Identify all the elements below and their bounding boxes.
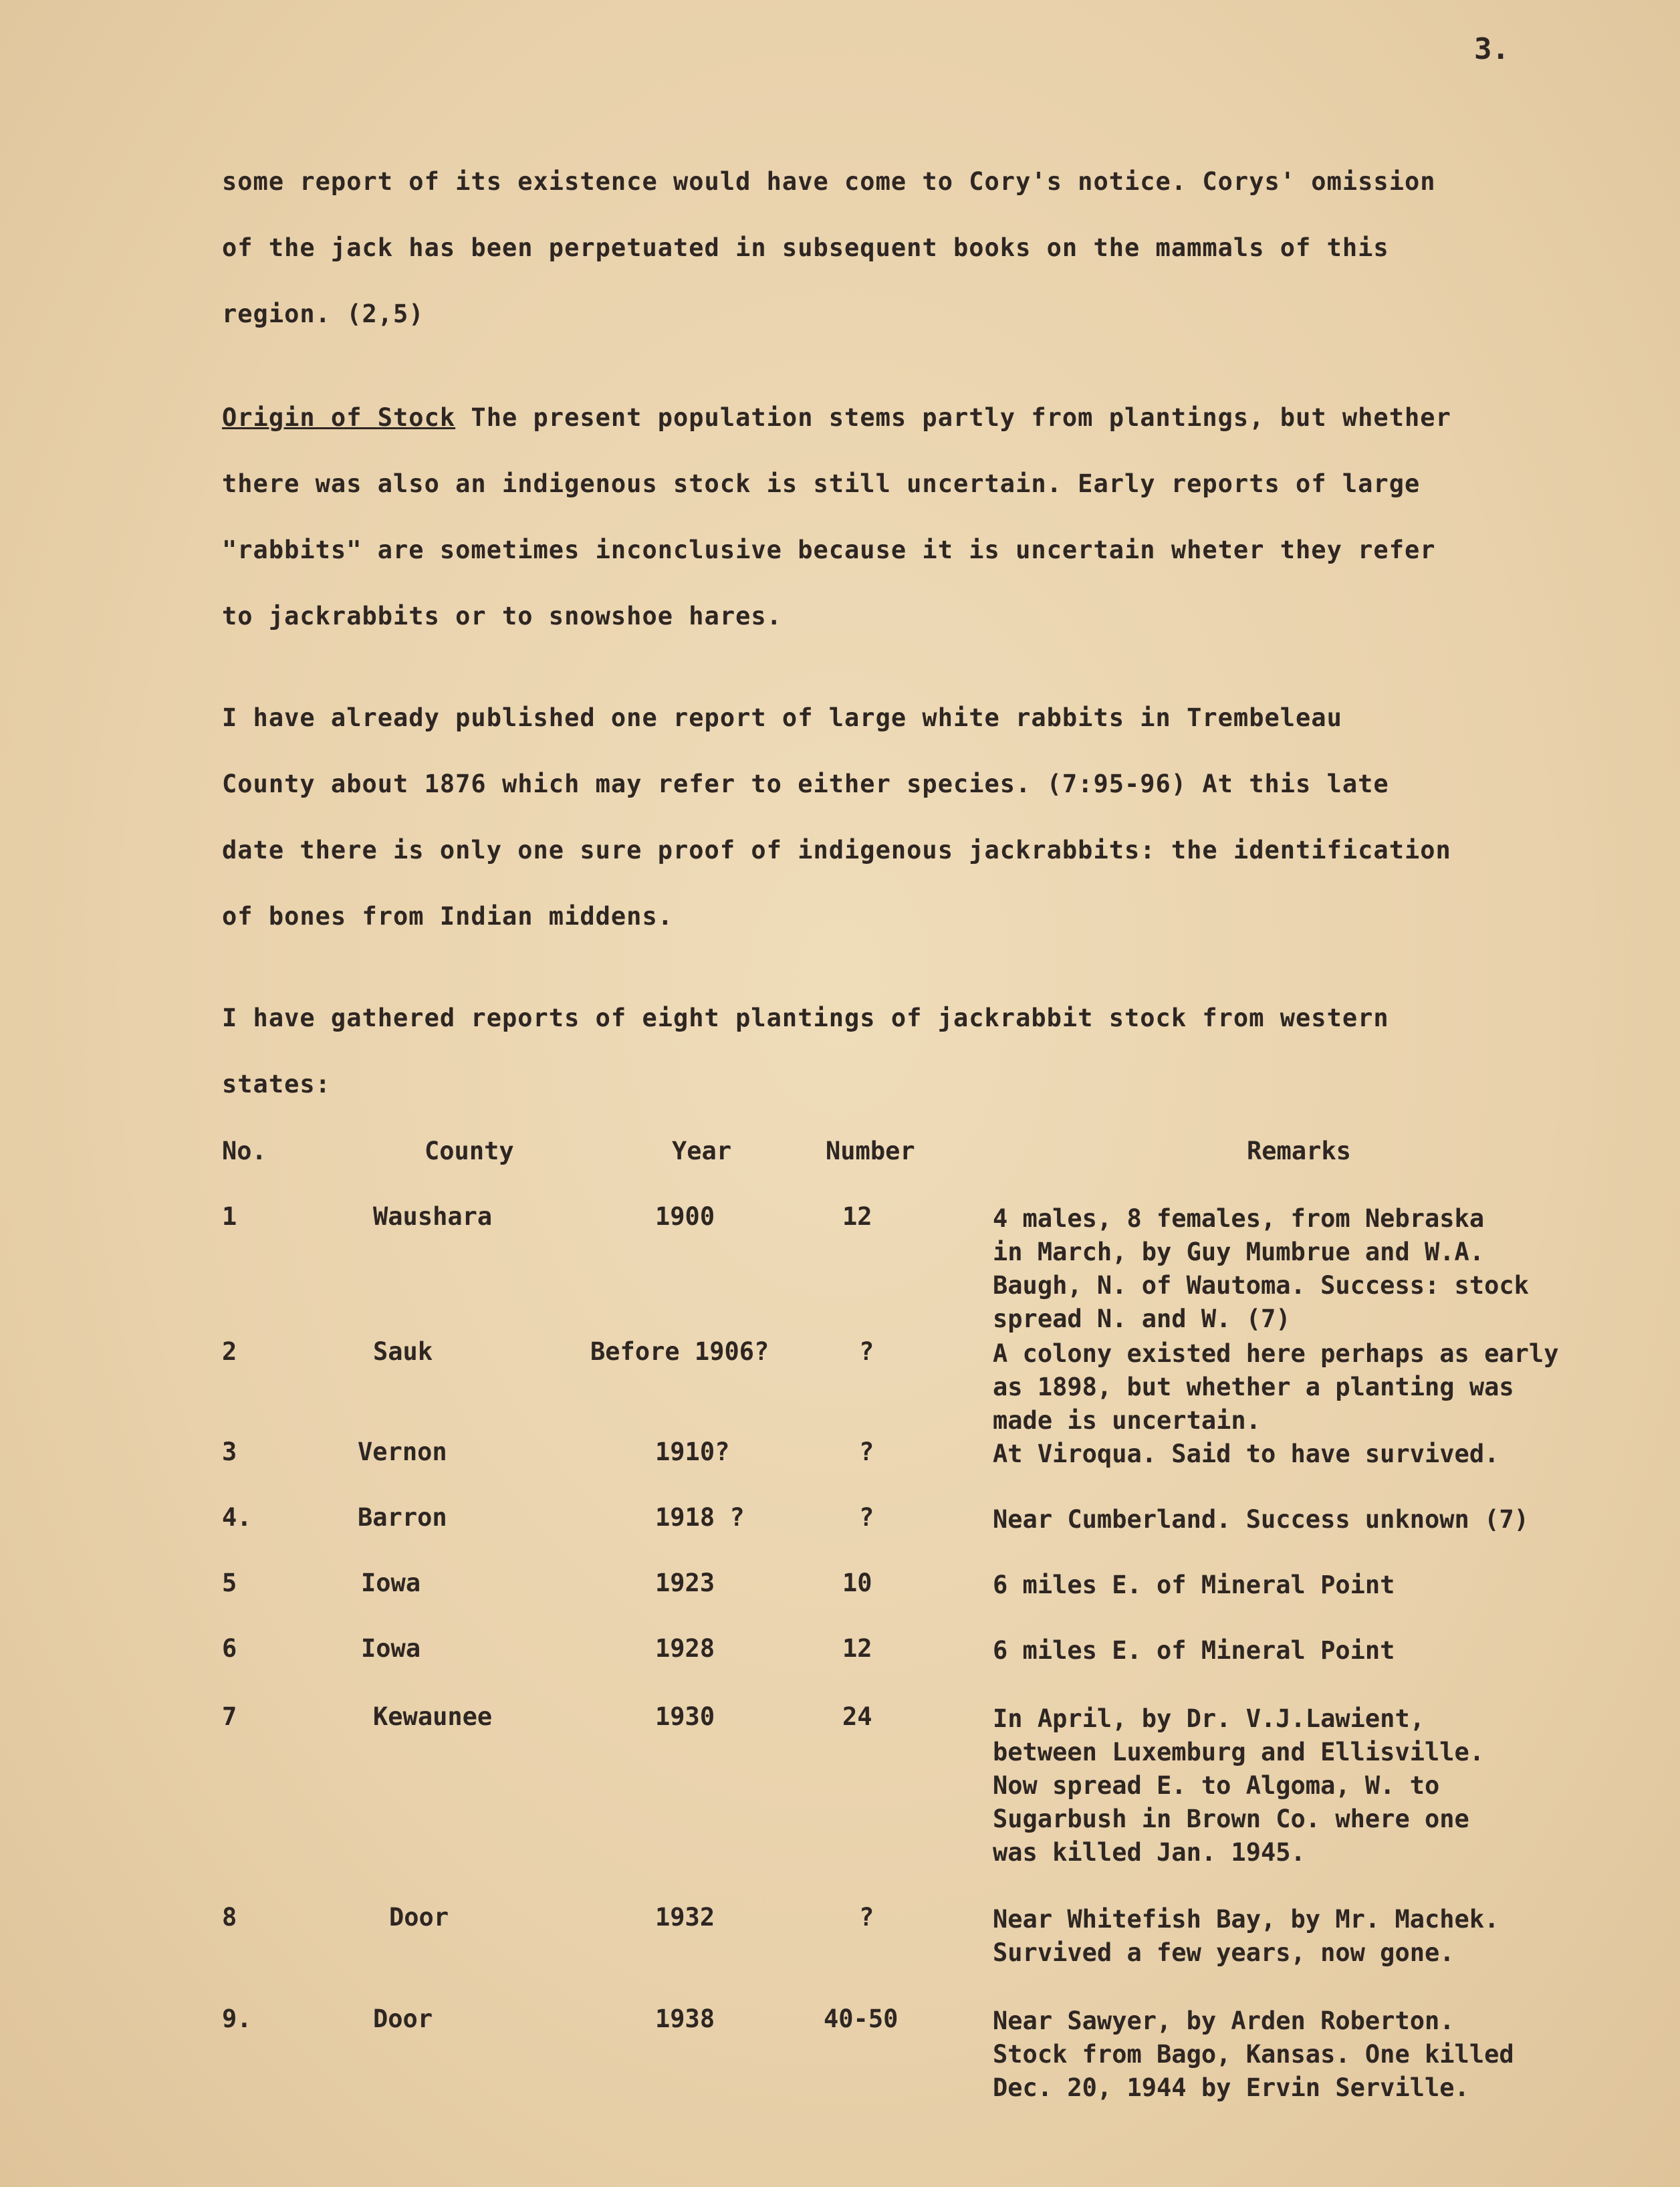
cell-remarks: Near Cumberland. Success unknown (7) xyxy=(993,1505,1529,1534)
cell-number: ? xyxy=(859,1337,874,1366)
cell-number: 10 xyxy=(842,1569,872,1597)
header-number: Number xyxy=(826,1137,915,1165)
cell-remarks: In April, by Dr. V.J.Lawient, between Luxemburg and Ellisville. Now spread E. to Algoma, W. to Sugarbush in Brown Co. where one was killed Jan. 1945. xyxy=(993,1704,1485,1867)
cell-number: 12 xyxy=(842,1634,872,1663)
header-no: No. xyxy=(222,1137,267,1165)
paragraph-origin: there was also an indigenous stock is still uncertain. Early reports of large "rabbits" are sometimes inconclusive because it is uncertain wheter they refer to jackrabbits or to snowshoe hares. xyxy=(222,469,1436,630)
header-year: Year xyxy=(672,1137,732,1165)
cell-number: ? xyxy=(859,1903,874,1932)
cell-no: 1 xyxy=(222,1202,237,1231)
cell-county: Sauk xyxy=(373,1337,433,1366)
cell-remarks: 6 miles E. of Mineral Point xyxy=(993,1571,1395,1599)
paragraph-origin-first-line xyxy=(222,384,1592,451)
paragraph-trempealeau: I have already published one report of large white rabbits in Trembeleau County about 1876 which may refer to either species. (7:95-96) At this late date there is only one sure proof of indigenous jackrabbits: the identification of bones from Indian middens. xyxy=(222,703,1451,931)
cell-number: 40-50 xyxy=(824,2004,898,2033)
cell-remarks: Near Sawyer, by Arden Roberton. Stock from Bago, Kansas. One killed Dec. 20, 1944 by Ervin Serville. xyxy=(993,2006,1514,2102)
cell-remarks: 4 males, 8 females, from Nebraska in March, by Guy Mumbrue and W.A. Baugh, N. of Wautoma. Success: stock spread N. and W. (7) xyxy=(993,1204,1529,1333)
cell-number: 12 xyxy=(842,1202,872,1231)
cell-county: Iowa xyxy=(361,1569,421,1597)
page-number: 3. xyxy=(1474,32,1510,66)
paragraph-cory: some report of its existence would have come to Cory's notice. Corys' omission of the jack has been perpetuated in subsequent books on the mammals of this region. (2,5) xyxy=(222,167,1436,328)
cell-year: 1930 xyxy=(655,1702,715,1731)
cell-no: 3 xyxy=(222,1437,237,1466)
cell-county: Kewaunee xyxy=(373,1702,493,1731)
cell-remarks: At Viroqua. Said to have survived. xyxy=(993,1440,1499,1468)
cell-year: 1910? xyxy=(655,1437,730,1466)
cell-county: Vernon xyxy=(358,1437,447,1466)
cell-no: 4. xyxy=(222,1503,252,1532)
cell-county: Door xyxy=(373,2004,433,2033)
cell-no: 6 xyxy=(222,1634,237,1663)
origin-first-line-text: The present population stems partly from plantings, but whether xyxy=(455,403,1451,432)
cell-year: 1928 xyxy=(655,1634,715,1663)
heading-origin-of-stock: Origin of Stock xyxy=(222,403,456,432)
cell-no: 8 xyxy=(222,1903,237,1932)
cell-county: Waushara xyxy=(373,1202,493,1231)
cell-no: 9. xyxy=(222,2004,252,2033)
paragraph-plantings: I have gathered reports of eight plantings of jackrabbit stock from western states: xyxy=(222,1004,1389,1099)
cell-no: 5 xyxy=(222,1569,237,1597)
cell-number: ? xyxy=(859,1437,874,1466)
cell-county: Barron xyxy=(358,1503,447,1532)
cell-no: 2 xyxy=(222,1337,237,1366)
cell-year: 1918 ? xyxy=(655,1503,745,1532)
cell-year: 1900 xyxy=(655,1202,715,1231)
cell-county: Iowa xyxy=(361,1634,421,1663)
header-remarks: Remarks xyxy=(1247,1137,1351,1165)
cell-county: Door xyxy=(389,1903,449,1932)
cell-number: 24 xyxy=(842,1702,872,1731)
cell-number: ? xyxy=(859,1503,874,1532)
cell-year: 1938 xyxy=(655,2004,715,2033)
cell-no: 7 xyxy=(222,1702,237,1731)
cell-remarks: A colony existed here perhaps as early as 1898, but whether a planting was made is uncertain. xyxy=(993,1339,1559,1435)
cell-year: 1923 xyxy=(655,1569,715,1597)
cell-year: 1932 xyxy=(655,1903,715,1932)
cell-remarks: 6 miles E. of Mineral Point xyxy=(993,1636,1395,1665)
cell-remarks: Near Whitefish Bay, by Mr. Machek. Survived a few years, now gone. xyxy=(993,1905,1499,1967)
header-county: County xyxy=(425,1137,514,1165)
cell-year: Before 1906? xyxy=(590,1337,769,1366)
